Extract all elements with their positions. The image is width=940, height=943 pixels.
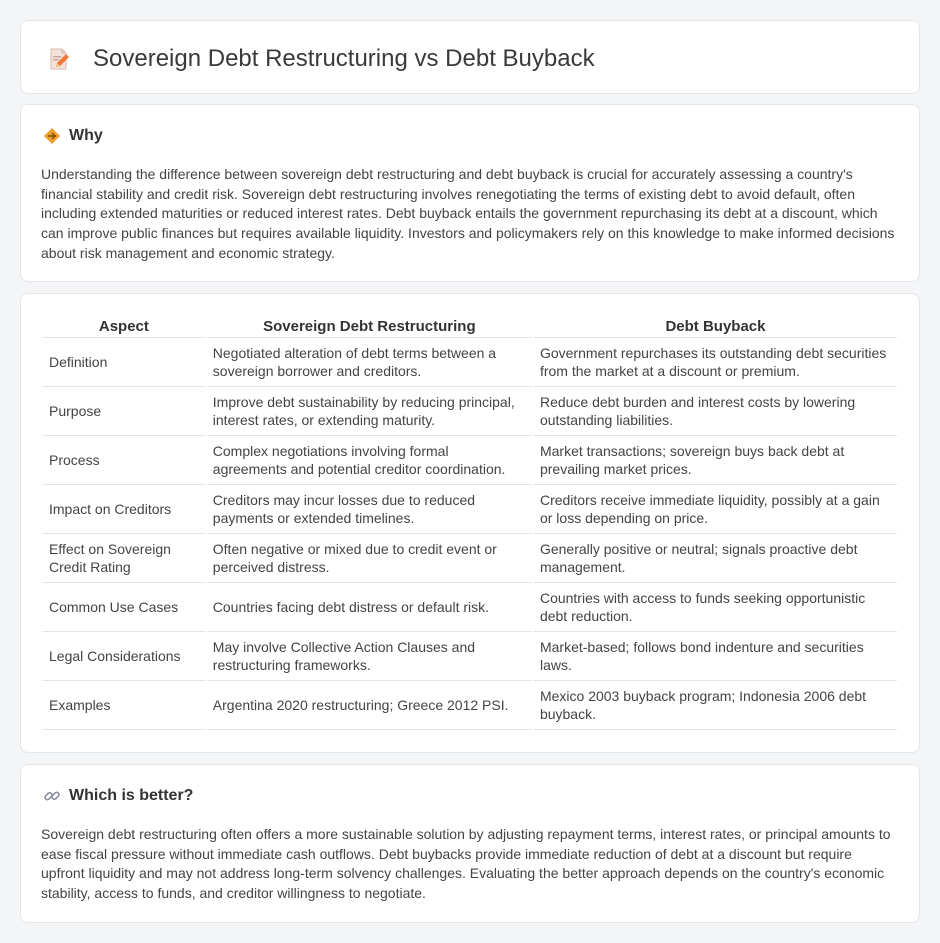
header-aspect: Aspect (43, 314, 205, 338)
cell-aspect: Purpose (43, 387, 205, 436)
cell-restructuring: Improve debt sustainability by reducing principal, interest rates, or extending maturity. (207, 387, 532, 436)
why-header (43, 127, 103, 145)
header-buyback: Debt Buyback (534, 314, 897, 338)
cell-buyback: Government repurchases its outstanding debt securities from the market at a discount or premium. (534, 338, 897, 387)
comparison-section (20, 293, 920, 753)
page-title: Sovereign Debt Restructuring vs Debt Buyback (93, 45, 595, 72)
cell-restructuring: Negotiated alteration of debt terms between a sovereign borrower and creditors. (207, 338, 532, 387)
cell-aspect: Process (43, 436, 205, 485)
cell-aspect: Definition (43, 338, 205, 387)
cell-aspect: Legal Considerations (43, 632, 205, 681)
cell-aspect: Effect on Sovereign Credit Rating (43, 534, 205, 583)
better-heading: Which is better? (69, 787, 194, 804)
better-body: Sovereign debt restructuring often offers a more sustainable solution by adjusting repayment terms, interest rates, or principal amounts to ease fiscal pressure without immediate cash outflows. Debt buybacks provide immediate reduction of debt at a discount but require upfront liquidity and may not address long-term solvency challenges. Evaluating the better approach depends on the country's economic stability, access to funds, and creditor willingness to negotiate. (41, 826, 891, 902)
table-row (43, 681, 897, 730)
why-heading: Why (69, 127, 103, 144)
table-row (43, 583, 897, 632)
cell-aspect: Common Use Cases (43, 583, 205, 632)
cell-aspect: Examples (43, 681, 205, 730)
document-pencil-icon (47, 47, 71, 71)
comparison-table (41, 314, 899, 730)
diamond-sign-icon (43, 127, 61, 145)
cell-buyback: Reduce debt burden and interest costs by lowering outstanding liabilities. (534, 387, 897, 436)
cell-restructuring: Often negative or mixed due to credit event or perceived distress. (207, 534, 532, 583)
table-row (43, 338, 897, 387)
table-row (43, 485, 897, 534)
cell-buyback: Market transactions; sovereign buys back debt at prevailing market prices. (534, 436, 897, 485)
cell-restructuring: Complex negotiations involving formal agreements and potential creditor coordination. (207, 436, 532, 485)
cell-restructuring: May involve Collective Action Clauses and restructuring frameworks. (207, 632, 532, 681)
table-header-row (43, 314, 897, 338)
why-body: Understanding the difference between sovereign debt restructuring and debt buyback is crucial for accurately assessing a country's financial stability and credit risk. Sovereign debt restructuring involves renegotiating the terms of existing debt to avoid default, often including extended maturities or reduced interest rates. Debt buyback entails the government repurchasing its debt at a discount, which can improve public finances but requires available liquidity. Investors and policymakers rely on this knowledge to make informed decisions about risk management and economic strategy. (41, 166, 895, 261)
table-row (43, 534, 897, 583)
cell-aspect: Impact on Creditors (43, 485, 205, 534)
table-row (43, 387, 897, 436)
cell-buyback: Countries with access to funds seeking opportunistic debt reduction. (534, 583, 897, 632)
cell-restructuring: Argentina 2020 restructuring; Greece 2012 PSI. (207, 681, 532, 730)
table-row (43, 632, 897, 681)
better-header (43, 787, 193, 805)
cell-restructuring: Creditors may incur losses due to reduced payments or extended timelines. (207, 485, 532, 534)
cell-buyback: Generally positive or neutral; signals proactive debt management. (534, 534, 897, 583)
which-is-better-section (20, 764, 920, 923)
table-row (43, 436, 897, 485)
title-card (20, 20, 920, 94)
link-icon (43, 787, 61, 805)
header-restructuring: Sovereign Debt Restructuring (207, 314, 532, 338)
cell-buyback: Mexico 2003 buyback program; Indonesia 2006 debt buyback. (534, 681, 897, 730)
why-section (20, 104, 920, 282)
cell-buyback: Creditors receive immediate liquidity, possibly at a gain or loss depending on price. (534, 485, 897, 534)
cell-restructuring: Countries facing debt distress or default risk. (207, 583, 532, 632)
cell-buyback: Market-based; follows bond indenture and securities laws. (534, 632, 897, 681)
